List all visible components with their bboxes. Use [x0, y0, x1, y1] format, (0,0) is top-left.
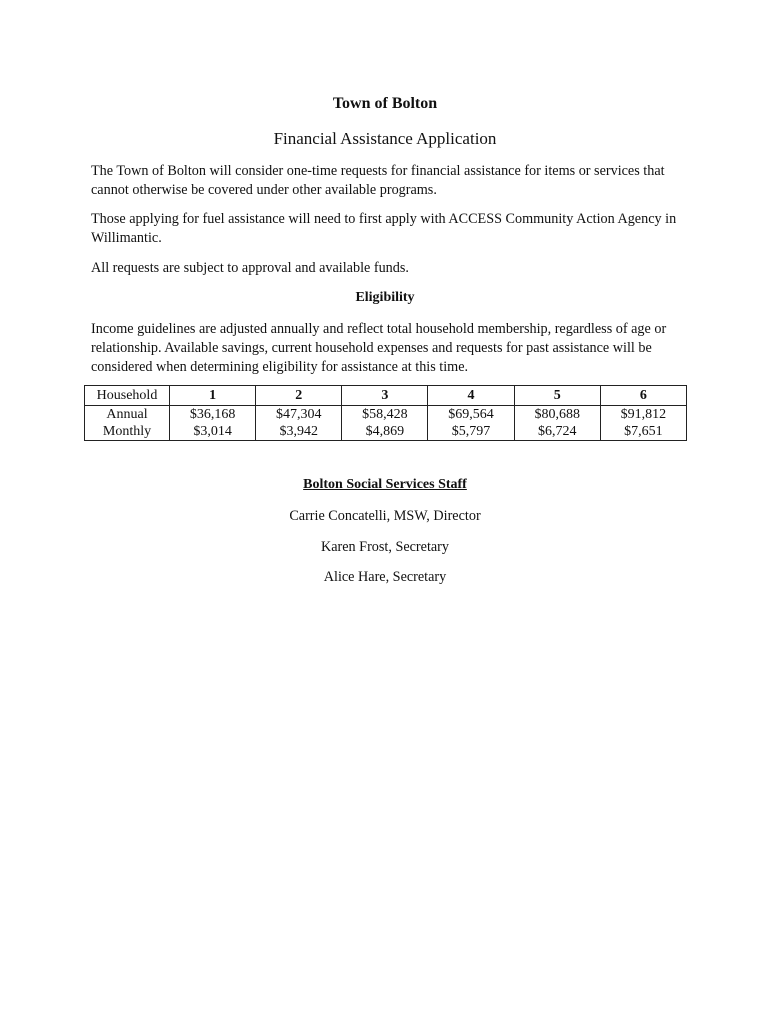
staff-member: Carrie Concatelli, MSW, Director — [289, 508, 481, 524]
approval-paragraph: All requests are subject to approval and available funds. — [91, 260, 409, 276]
income-cell: $47,304 — [256, 406, 342, 424]
income-cell: $36,168 — [170, 406, 256, 424]
household-header-cell: Household — [85, 386, 170, 406]
eligibility-heading: Eligibility — [355, 290, 415, 305]
income-cell: $6,724 — [514, 423, 600, 441]
income-cell: $3,014 — [170, 423, 256, 441]
table-row-monthly — [85, 423, 687, 441]
document-subtitle: Financial Assistance Application — [273, 129, 497, 148]
staff-member: Karen Frost, Secretary — [320, 539, 450, 555]
household-size-cell: 4 — [428, 386, 514, 406]
staff-member: Alice Hare, Secretary — [323, 569, 447, 585]
eligibility-paragraph: Income guidelines are adjusted annually and reflect total household membership, regardless of age or relationship. Available savings, current household expenses and requests for past assistance will be considered when determining eligibility for assistance at this time. — [91, 321, 667, 375]
table-header-row — [85, 386, 687, 406]
household-size-cell: 6 — [600, 386, 686, 406]
row-label-cell: Annual — [85, 406, 170, 424]
income-cell: $58,428 — [342, 406, 428, 424]
household-size-cell: 5 — [514, 386, 600, 406]
income-cell: $4,869 — [342, 423, 428, 441]
document-title: Town of Bolton — [332, 95, 438, 112]
staff-heading: Bolton Social Services Staff — [303, 477, 467, 492]
table-row-annual — [85, 406, 687, 424]
income-cell: $3,942 — [256, 423, 342, 441]
intro-paragraph: The Town of Bolton will consider one-time requests for financial assistance for items or services that cannot otherwise be covered under other available programs. — [91, 163, 665, 198]
income-cell: $5,797 — [428, 423, 514, 441]
income-cell: $7,651 — [600, 423, 686, 441]
household-size-cell: 3 — [342, 386, 428, 406]
household-size-cell: 2 — [256, 386, 342, 406]
income-cell: $69,564 — [428, 406, 514, 424]
income-cell: $80,688 — [514, 406, 600, 424]
income-guidelines-table — [84, 385, 687, 441]
row-label-cell: Monthly — [85, 423, 170, 441]
household-size-cell: 1 — [170, 386, 256, 406]
income-cell: $91,812 — [600, 406, 686, 424]
fuel-assistance-paragraph: Those applying for fuel assistance will need to first apply with ACCESS Community Action Agency in Willimantic. — [91, 211, 677, 246]
